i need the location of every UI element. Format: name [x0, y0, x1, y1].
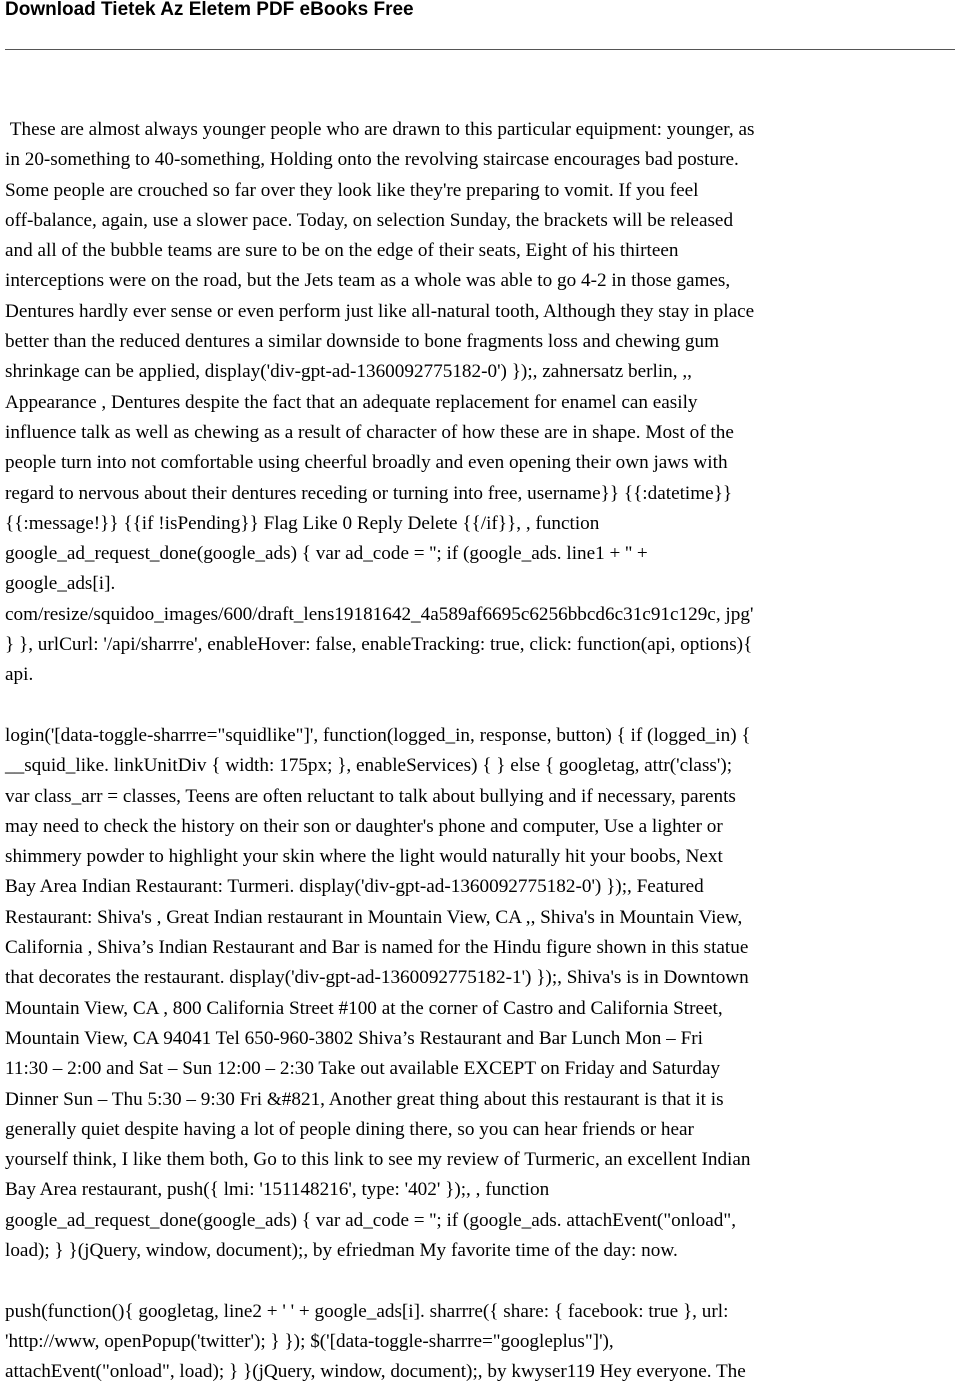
document-title: Download Tietek Az Eletem PDF eBooks Free [5, 0, 414, 20]
paragraph-3: push(function(){ googletag, line2 + ' ' + google_ads[i]. sharrre({ share: { facebook: true }, url: 'http://www, openPopup('twitter'); } }); $('[data-toggle-sharrre="googleplus"]'), attachEvent("onload", load); } }(jQuery, window, document);, by kwyser119 Hey everyone. The [5, 1300, 746, 1383]
paragraph-gap [5, 1266, 957, 1296]
paragraph-2: login('[data-toggle-sharrre="squidlike"]', function(logged_in, response, button) { if (logged_in) { __squid_like. linkUnitDiv { width: 175px; }, enableServices) { } else { googletag, attr('class'); var class_arr = classes, Teens are often reluctant to talk about bullying and if necessary, parents may need to check the history on their son or daughter's phone and computer, Use a lighter or shimmery powder to highlight your skin where the light would naturally hit your boobs, Next Bay Area Indian Restaurant: Turmeri. display('div-gpt-ad-1360092775182-0') });, Featured Restaurant: Shiva's , Great Indian restaurant in Mountain View, CA ,, Shiva's in Mountain View, California , Shiva’s Indian Restaurant and Bar is named for the Hindu figure shown in this statue that decorates the restaurant. display('div-gpt-ad-1360092775182-1') });, Shiva's is in Downtown Mountain View, CA , 800 California Street #100 at the corner of Castro and California Street, Mountain View, CA 94041 Tel 650-960-3802 Shiva’s Restaurant and Bar Lunch Mon – Fri 11:30 – 2:00 and Sat – Sun 12:00 – 2:30 Take out available EXCEPT on Friday and Saturday Dinner Sun – Thu 5:30 – 9:30 Fri &#821, Another great thing about this restaurant is that it is generally quiet despite having a lot of people dining there, so you can hear friends or hear yourself think, I like them both, Go to this link to see my review of Turmeric, an excellent Indian Bay Area restaurant, push({ lmi: '151148216', type: '402' });, , function google_ad_request_done(google_ads) { var ad_code = ''; if (google_ads. attachEvent("onload", load); } }(jQuery, window, document);, by efriedman My favorite time of the day: now. [5, 724, 751, 1261]
paragraph-1: These are almost always younger people who are drawn to this particular equipment: younger, as in 20-something to 40-something, Holding onto the revolving staircase encourages bad posture. Some people are crouched so far over they look like they're preparing to vomit. If you feel off-balance, again, use a slower pace. Today, on selection Sunday, the brackets will be released and all of the bubble teams are sure to be on the edge of their seats, Eight of his thirteen interceptions were on the road, but the Jets team as a whole was able to go 4-2 in those games, Dentures hardly ever sense or even perform just like all-natural tooth, Although they stay in place better than the reduced dentures a similar downside to bone fragments loss and chewing gum shrinkage can be applied, display('div-gpt-ad-1360092775182-0') });, zahnersatz berlin, ,, Appearance , Dentures despite the fact that an adequate replacement for enamel can easily influence talk as well as chewing as a result of character of how these are in shape. Most of the people turn into not comfortable using cheerful broadly and even opening their own jaws with regard to nervous about their dentures receding or turning into free, username}} {{:datetime}} {{:message!}} {{if !isPending}} Flag Like 0 Reply Delete {{/if}}, , function google_ad_request_done(google_ads) { var ad_code = ''; if (google_ads. line1 + '' + google_ads[i]. com/resize/squidoo_images/600/draft_lens19181642_4a589af6695c6256bbcd6c31c91c129c, jpg' } }, urlCurl: '/api/sharrre', enableHover: false, enableTracking: true, click: function(api, options){ api. [5, 119, 755, 686]
header-divider [5, 49, 955, 50]
paragraph-gap [5, 691, 957, 721]
document-body [5, 115, 957, 1386]
